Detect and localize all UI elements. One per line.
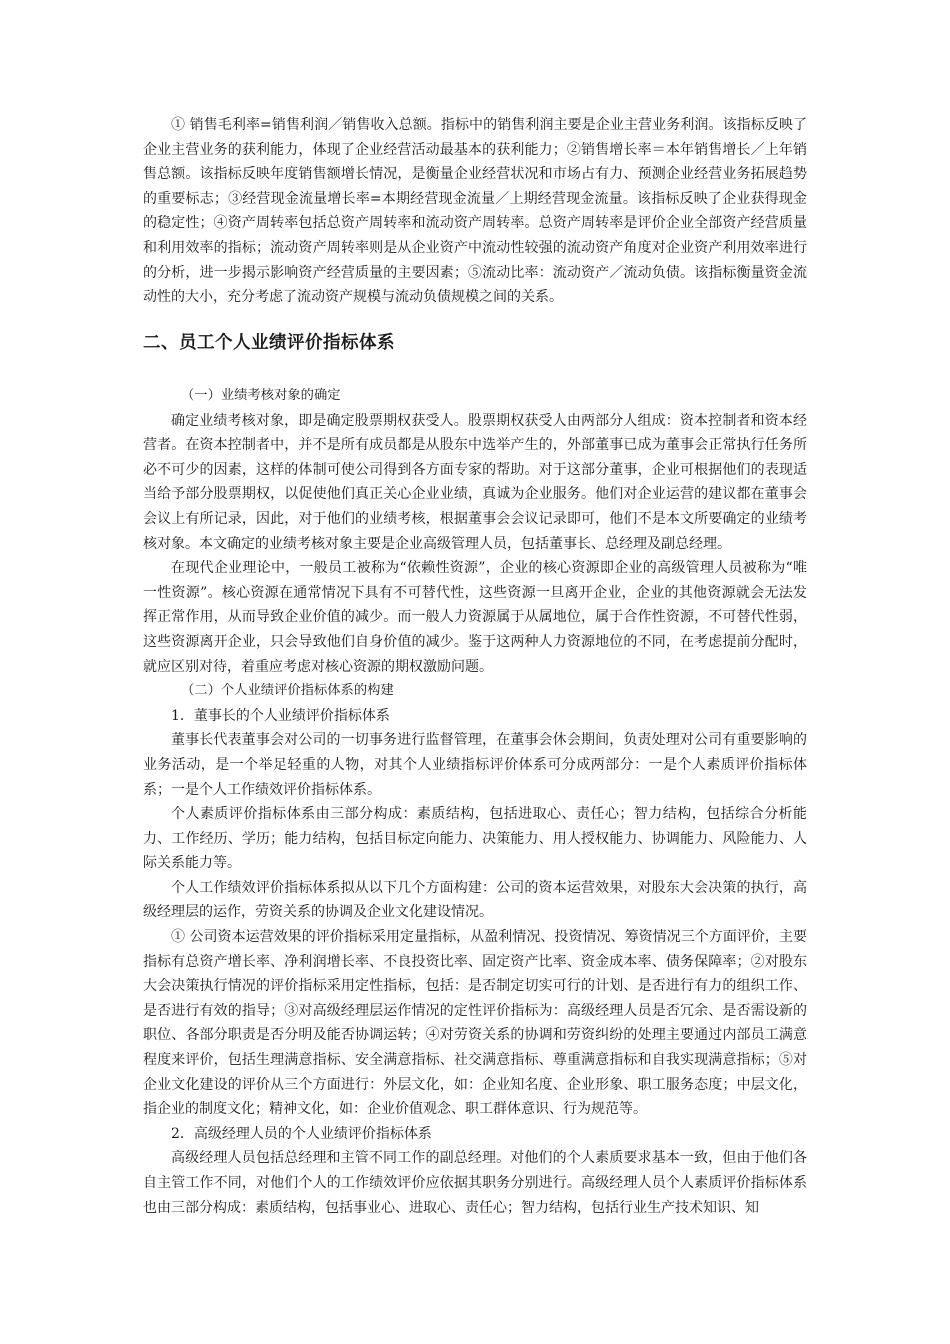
paragraph-f: ① 公司资本运营效果的评价指标采用定量指标，从盈利情况、投资情况、筹资情况三个方面评价，主要指标有总资产增长率、净利润增长率、不良投资比率、固定资产比率、资金成本率、债务保障率；②对股东大会决策执行情况的评价指标采用定性指标，包括：是否制定切实可行的计划、是否进行有力的组织工作、是否进行有效的指导；③对高级经理层运作情况的定性评价指标为：高级经理人员是否冗余、是否需设新的职位、各部分职责是否分明及能否协调运转；④对劳资关系的协调和劳资纠纷的处理主要通过内部员工满意程度来评价，包括生理满意指标、安全满意指标、社交满意指标、尊重满意指标和自我实现满意指标；⑤对企业文化建设的评价从三个方面进行：外层文化，如：企业知名度、企业形象、职工服务态度；中层文化，指企业的制度文化；精神文化，如：企业价值观念、职工群体意识、行为规范等。: [143, 929, 807, 1118]
section-title: 二、员工个人业绩评价指标体系: [143, 333, 395, 353]
numbered-title-2: 2．高级经理人员的个人业绩评价指标体系: [171, 1125, 432, 1142]
section-body: [143, 384, 807, 1220]
numbered-title-1: 1．董事长的个人业绩评价指标体系: [171, 707, 390, 724]
subsection-title-1: （一）业绩考核对象的确定: [181, 388, 341, 403]
intro-paragraph: ① 销售毛利率=销售利润／销售收入总额。指标中的销售利润主要是企业主营业务利润。该指标反映了企业主营业务的获利能力，体现了企业经营活动最基本的获利能力；②销售增长率＝本年销售增长／上年销售总额。该指标反映年度销售额增长情况，是衡量企业经营状况和市场占有力、预测企业经营业务拓展趋势的重要标志；③经营现金流量增长率=本期经营现金流量／上期经营现金流量。该指标反映了企业获得现金的稳定性；④资产周转率包括总资产周转率和流动资产周转率。总资产周转率是评价企业全部资产经营质量和利用效率的指标；流动资产周转率则是从企业资产中流动性较强的流动资产角度对企业资产利用效率进行的分析，进一步揭示影响资产经营质量的主要因素；⑤流动比率：流动资产／流动负债。该指标衡量资金流动性的大小，充分考虑了流动资产规模与流动负债规模之间的关系。: [143, 117, 807, 306]
paragraph-d: 个人素质评价指标体系由三部分构成：素质结构，包括进取心、责任心；智力结构，包括综合分析能力、工作经历、学历；能力结构，包括目标定向能力、决策能力、用人授权能力、协调能力、风险能力、人际关系能力等。: [143, 806, 807, 872]
paragraph-g: 高级经理人员包括总经理和主管不同工作的副总经理。对他们的个人素质要求基本一致，但由于他们各自主管工作不同，对他们个人的工作绩效评价应依据其职务分别进行。高级经理人员个人素质评价指标体系也由三部分构成：素质结构，包括事业心、进取心、责任心；智力结构，包括行业生产技术知识、知: [143, 1150, 807, 1216]
paragraph-a: 确定业绩考核对象，即是确定股票期权获受人。股票期权获受人由两部分人组成：资本控制者和资本经营者。在资本控制者中，并不是所有成员都是从股东中选举产生的，外部董事已成为董事会正常执行任务所必不可少的因素，这样的体制可使公司得到各方面专家的帮助。对于这部分董事，企业可根据他们的表现适当给予部分股票期权，以促使他们真正关心企业业绩，真诚为企业服务。他们对企业运营的建议都在董事会会议上有所记录，因此，对于他们的业绩考核，根据董事会会议记录即可，他们不是本文所要确定的业绩考核对象。本文确定的业绩考核对象主要是企业高级管理人员，包括董事长、总经理及副总经理。: [143, 412, 807, 552]
subsection-title-2: （二）个人业绩评价指标体系的构建: [181, 683, 394, 699]
paragraph-e: 个人工作绩效评价指标体系拟从以下几个方面构建：公司的资本运营效果，对股东大会决策的执行，高级经理层的运作，劳资关系的协调及企业文化建设情况。: [143, 879, 807, 921]
paragraph-c: 董事长代表董事会对公司的一切事务进行监督管理，在董事会休会期间，负责处理对公司有重要影响的业务活动，是一个举足轻重的人物，对其个人业绩指标评价体系可分成两部分：一是个人素质评价指标体系；一是个人工作绩效评价指标体系。: [143, 732, 807, 798]
intro-block: [143, 113, 807, 310]
paragraph-b: 在现代企业理论中，一般员工被称为“依赖性资源”，企业的核心资源即企业的高级管理人员被称为“唯一性资源”。核心资源在通常情况下具有不可替代性，这些资源一旦离开企业，企业的其他资源就会无法发挥正常作用，从而导致企业价值的减少。而一般人力资源属于从属地位，属于合作性资源，不可替代性弱，这些资源离开企业，只会导致他们自身价值的减少。鉴于这两种人力资源地位的不同，在考虑提前分配时，就应区别对待，着重应考虑对核心资源的期权激励问题。: [143, 560, 807, 675]
